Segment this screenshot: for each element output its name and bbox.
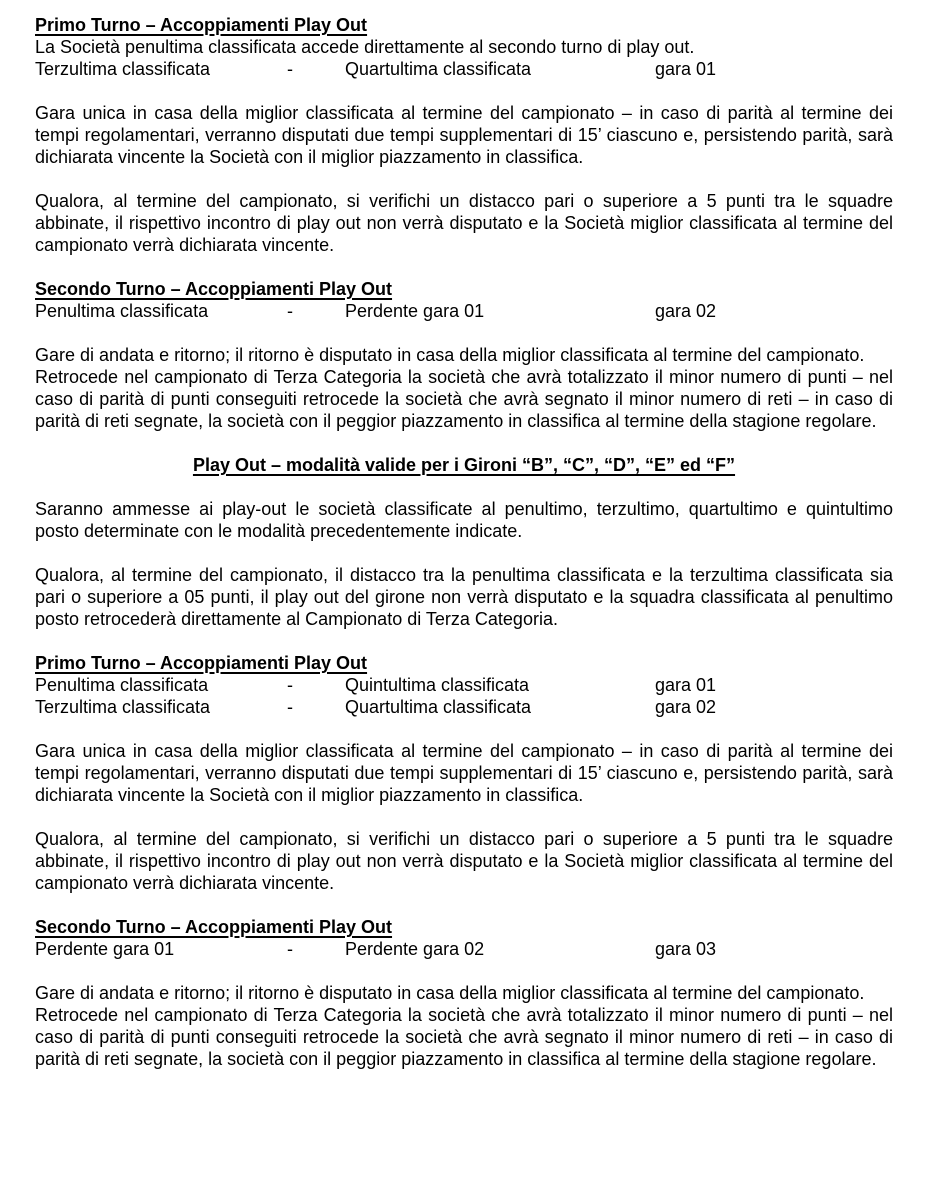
match-game-label: gara 01 [655, 675, 717, 695]
section-gironi-bcdef [35, 454, 893, 630]
para-gara-unica-a: Gara unica in casa della miglior classificata al termine del campionato – in caso di parità al termine dei tempi regolamentari, verranno disputati due tempi supplementari di 15’ ciascuno e, persistendo parità, sarà dichiarata vincente la Società con il miglior piazzamento in classifica. [35, 103, 893, 167]
match-game-label: gara 02 [655, 697, 717, 717]
match-away: Quartultima classificata [345, 697, 532, 717]
match-separator: - [287, 675, 293, 695]
match-away: Quartultima classificata [345, 59, 532, 79]
para-gara-unica-b: Gara unica in casa della miglior classificata al termine del campionato – in caso di parità al termine dei tempi regolamentari, verranno disputati due tempi supplementari di 15’ ciascuno e, persistendo parità, sarà dichiarata vincente la Società con il miglior piazzamento in classifica. [35, 741, 893, 805]
match-separator: - [287, 697, 293, 717]
match-home: Perdente gara 01 [35, 939, 175, 959]
match-separator: - [287, 939, 293, 959]
match-away: Quintultima classificata [345, 675, 530, 695]
match-separator: - [287, 59, 293, 79]
para-qualora-distacco: Qualora, al termine del campionato, il distacco tra la penultima classificata e la terzultima classificata sia pari o superiore a 05 punti, il play out del girone non verrà disputato e la squadra classificata al penultimo posto retrocederà direttamente al Campionato di Terza Categoria. [35, 565, 893, 629]
section-primo-turno-b [35, 652, 893, 894]
heading-secondo-turno-a: Secondo Turno – Accoppiamenti Play Out [35, 279, 393, 299]
match-row [35, 58, 893, 80]
heading-primo-turno-b: Primo Turno – Accoppiamenti Play Out [35, 653, 368, 673]
heading-primo-turno-a: Primo Turno – Accoppiamenti Play Out [35, 15, 368, 35]
heading-gironi-bcdef: Play Out – modalità valide per i Gironi “B”, “C”, “D”, “E” ed “F” [192, 455, 736, 475]
match-away: Perdente gara 02 [345, 939, 485, 959]
match-row [35, 938, 893, 960]
match-game-label: gara 01 [655, 59, 717, 79]
match-game-label: gara 03 [655, 939, 717, 959]
para-gare-andata-a: Gare di andata e ritorno; il ritorno è disputato in casa della miglior classificata al termine del campionato. [35, 345, 865, 365]
match-row [35, 674, 893, 696]
match-home: Penultima classificata [35, 301, 209, 321]
match-row [35, 300, 893, 322]
match-home: Penultima classificata [35, 675, 209, 695]
para-saranno-ammesse: Saranno ammesse ai play-out le società classificate al penultimo, terzultimo, quartultimo e quintultimo posto determinate con le modalità precedentemente indicate. [35, 499, 893, 541]
match-separator: - [287, 301, 293, 321]
match-row [35, 696, 893, 718]
section-secondo-turno-b [35, 916, 893, 1070]
match-game-label: gara 02 [655, 301, 717, 321]
para-retrocede-b: Retrocede nel campionato di Terza Categoria la società che avrà totalizzato il minor numero di punti – nel caso di parità di punti conseguiti retrocede la società che avrà segnato il minor numero di reti – in caso di parità di reti segnate, la società con il peggior piazzamento in classifica al termine della stagione regolare. [35, 1005, 893, 1069]
para-gare-andata-b: Gare di andata e ritorno; il ritorno è disputato in casa della miglior classificata al termine del campionato. [35, 983, 865, 1003]
intro-line: La Società penultima classificata accede direttamente al secondo turno di play out. [35, 37, 695, 57]
match-home: Terzultima classificata [35, 59, 211, 79]
para-retrocede-a: Retrocede nel campionato di Terza Categoria la società che avrà totalizzato il minor numero di punti – nel caso di parità di punti conseguiti retrocede la società che avrà segnato il minor numero di reti – in caso di parità di reti segnate, la società con il peggior piazzamento in classifica al termine della stagione regolare. [35, 367, 893, 431]
heading-secondo-turno-b: Secondo Turno – Accoppiamenti Play Out [35, 917, 393, 937]
para-qualora-a: Qualora, al termine del campionato, si verifichi un distacco pari o superiore a 5 punti tra le squadre abbinate, il rispettivo incontro di play out non verrà disputato e la Società miglior classificata al termine del campionato verrà dichiarata vincente. [35, 191, 893, 255]
section-primo-turno-a [35, 14, 893, 256]
match-home: Terzultima classificata [35, 697, 211, 717]
match-away: Perdente gara 01 [345, 301, 485, 321]
section-secondo-turno-a [35, 278, 893, 432]
para-qualora-b: Qualora, al termine del campionato, si verifichi un distacco pari o superiore a 5 punti tra le squadre abbinate, il rispettivo incontro di play out non verrà disputato e la Società miglior classificata al termine del campionato verrà dichiarata vincente. [35, 829, 893, 893]
